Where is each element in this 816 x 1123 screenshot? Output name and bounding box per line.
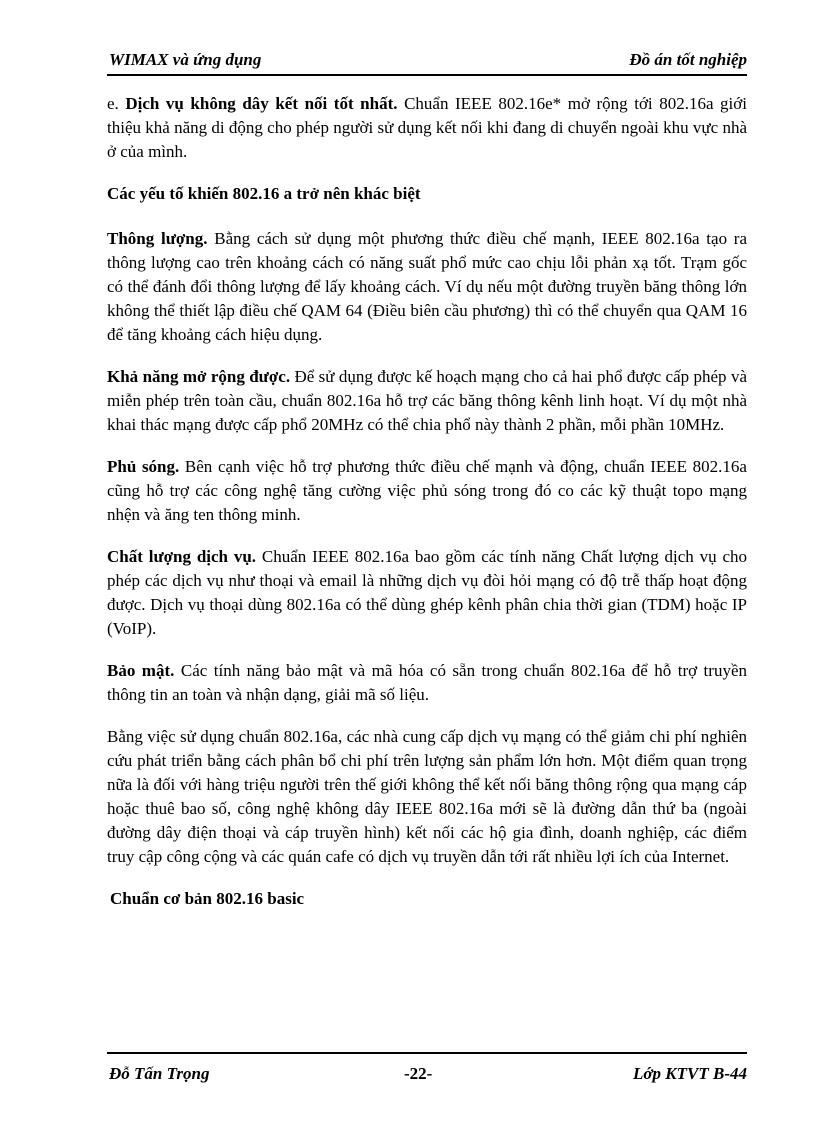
paragraph-lead: Phủ sóng. (107, 457, 180, 476)
paragraph-text: Các tính năng bảo mật và mã hóa có sẵn trong chuẩn 802.16a để hỗ trợ truyền thông tin an toàn và nhận dạng, giải mã số liệu. (107, 661, 747, 704)
paragraph-prefix: e. (107, 94, 126, 113)
footer-author: Đỗ Tấn Trọng (109, 1064, 210, 1083)
page-footer (107, 1052, 747, 1084)
paragraph-lead: Bảo mật. (107, 661, 175, 680)
header-title: WIMAX và ứng dụng (109, 50, 262, 69)
paragraph-summary: Bằng việc sử dụng chuẩn 802.16a, các nhà cung cấp dịch vụ mạng có thể giảm chi phí nghiên cứu phát triển bằng cách phân bổ chi phí trên lượng sản phẩm lớn hơn. Một điểm quan trọng nữa là đối với hàng triệu người trên thế giới không thể kết nối băng thông rộng qua mạng cáp hoặc thuê bao số, công nghệ không dây IEEE 802.16a mới sẽ là đường dẫn thứ ba (ngoài đường dây điện thoại và cáp truyền hình) kết nối các hộ gia đình, doanh nghiệp, các điểm truy cập công cộng và các quán cafe có dịch vụ truyền dẫn tới rất nhiều lợi ích của Internet. (107, 727, 747, 866)
footer-class: Lớp KTVT B-44 (633, 1064, 747, 1083)
page-header (107, 48, 747, 76)
paragraph-lead: Khả năng mở rộng được. (107, 367, 291, 386)
paragraph-lead: Thông lượng. (107, 229, 208, 248)
header-document-type: Đồ án tốt nghiệp (629, 50, 747, 69)
paragraph-text: Chuẩn IEEE 802.16e* mở rộng tới 802.16a giới thiệu khả năng di động cho phép người sử dụng kết nối khi đang di chuyển ngoài khu vực nhà ở của mình. (107, 94, 747, 161)
paragraph-security (107, 659, 747, 707)
document-page (107, 0, 747, 1123)
paragraph-wireless-service (107, 92, 747, 164)
paragraph-throughput (107, 227, 747, 347)
section-heading: Các yếu tố khiến 802.16 a trở nên khác biệt (107, 184, 421, 203)
paragraph-coverage (107, 455, 747, 527)
section-heading: Chuẩn cơ bản 802.16 basic (110, 889, 305, 908)
paragraph-qos (107, 545, 747, 641)
paragraph-scalability (107, 365, 747, 437)
paragraph-lead: Dịch vụ không dây kết nối tốt nhất. (125, 94, 398, 113)
paragraph-lead: Chất lượng dịch vụ. (107, 547, 257, 566)
paragraph-text: Để sử dụng được kế hoạch mạng cho cả hai phổ được cấp phép và miễn phép trên toàn cầu, chuẩn 802.16a hỗ trợ các băng thông kênh linh hoạt. Ví dụ một nhà khai thác mạng được cấp phổ 20MHz có thể chia phổ này thành 2 phần, mỗi phần 10MHz. (107, 367, 747, 434)
paragraph-text: Chuẩn IEEE 802.16a bao gồm các tính năng Chất lượng dịch vụ cho phép các dịch vụ như thoại và email là những dịch vụ đòi hỏi mạng có độ trễ thấp hoạt động được. Dịch vụ thoại dùng 802.16a có thể dùng ghép kênh phân chia thời gian (TDM) hoặc IP (VoIP). (107, 547, 747, 638)
paragraph-text: Bên cạnh việc hỗ trợ phương thức điều chế mạnh và động, chuẩn IEEE 802.16a cũng hỗ trợ các công nghệ tăng cường việc phủ sóng trong đó co các kỹ thuật topo mạng nhện và ăng ten thông minh. (107, 457, 747, 524)
paragraph-text: Bằng cách sử dụng một phương thức điều chế mạnh, IEEE 802.16a tạo ra thông lượng cao trên khoảng cách có năng suất phổ mức cao chịu lỗi phản xạ tốt. Trạm gốc có thể đánh đổi thông lượng để lấy khoảng cách. Ví dụ nếu một đường truyền băng thông lớn không thể thiết lập điều chế QAM 64 (Điều biên cầu phương) thì có thể chuyển qua QAM 16 để tăng khoảng cách hiệu dụng. (107, 229, 747, 344)
page-number: -22- (404, 1064, 433, 1083)
document-body (107, 92, 747, 929)
